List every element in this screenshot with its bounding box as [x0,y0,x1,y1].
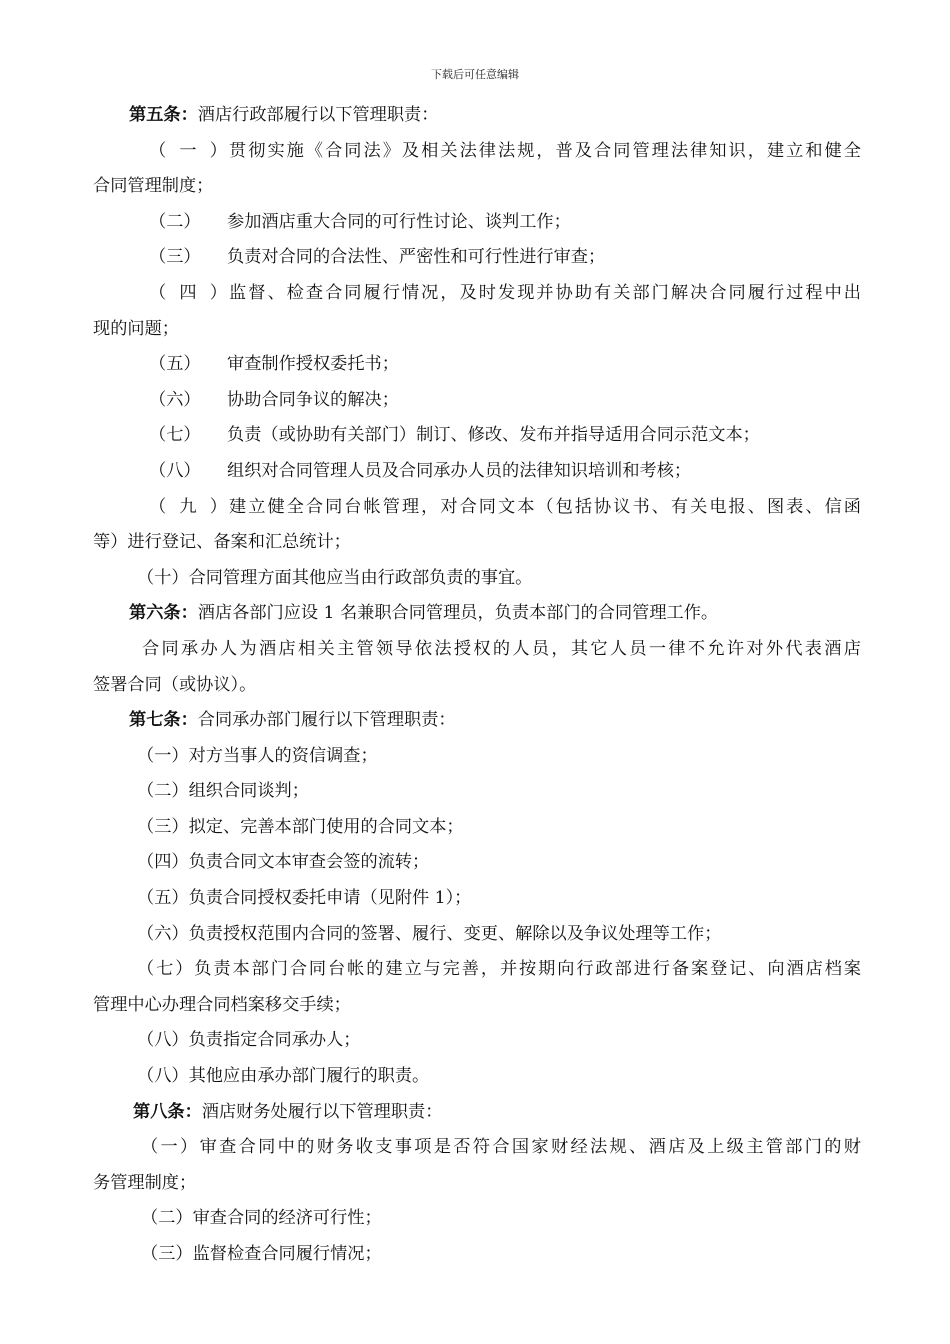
document-body [93,98,861,1273]
page-header: 下载后可任意编辑 [431,68,519,81]
article-7-text: 合同承办部门履行以下管理职责： [197,710,456,731]
article-5-label: 第五条： [129,105,198,125]
art5-item-9-cont: 等）进行登记、备案和汇总统计； [93,532,351,553]
article-6-paragraph: 合同承办人为酒店相关主管领导依法授权的人员，其它人员一律不允许对外代表酒店 [142,638,861,659]
article-8-label: 第八条： [133,1101,202,1122]
article-8-heading [93,1095,861,1131]
article-7-heading [93,703,861,739]
art5-item-8: （八） 组织对合同管理人员及合同承办人员的法律知识培训和考核； [149,460,692,481]
art5-item-1: （一）贯彻实施《合同法》及相关法律法规，普及合同管理法律知识，建立和健全 [149,140,861,161]
art7-item-6: （六）负责授权范围内合同的签署、履行、变更、解除以及争议处理等工作； [137,923,722,944]
art8-item-1: （一）审查合同中的财务收支事项是否符合国家财经法规、酒店及上级主管部门的财 [141,1137,861,1158]
article-8-text: 酒店财务处履行以下管理职责： [201,1101,443,1122]
art5-item-5: （五） 审查制作授权委托书； [149,354,399,375]
article-7-label: 第七条： [129,710,198,731]
art8-item-3: （三）监督检查合同履行情况； [141,1244,382,1264]
art5-item-2: （二） 参加酒店重大合同的可行性讨论、谈判工作； [149,211,571,232]
art8-item-2: （二）审查合同的经济可行性； [141,1208,382,1229]
art7-item-5: （五）负责合同授权委托申请（见附件 1）； [137,888,472,909]
art8-item-1-cont: 务管理制度； [93,1172,197,1193]
art5-item-4-cont: 现的问题； [93,318,179,339]
art5-item-7: （七） 负责（或协助有关部门）制订、修改、发布并指导适用合同示范文本； [149,425,760,446]
art7-item-8b: （八）其他应由承办部门履行的职责。 [137,1066,430,1087]
article-6-label: 第六条： [129,603,198,624]
art5-item-10: （十）合同管理方面其他应当由行政部负责的事宜。 [137,567,533,588]
art7-item-7: （七）负责本部门合同台帐的建立与完善，并按期向行政部进行备案登记、向酒店档案 [137,959,861,980]
article-6-text: 酒店各部门应设 1 名兼职合同管理员，负责本部门的合同管理工作。 [197,603,719,624]
art5-item-6: （六） 协助合同争议的解决； [149,389,399,410]
art7-item-7-cont: 管理中心办理合同档案移交手续； [93,994,351,1015]
art7-item-3: （三）拟定、完善本部门使用的合同文本； [137,816,464,837]
article-6-paragraph-cont: 签署合同（或协议）。 [93,674,257,695]
art5-item-9: （九）建立健全合同台帐管理，对合同文本（包括协议书、有关电报、图表、信函 [149,496,861,517]
art5-item-3: （三） 负责对合同的合法性、严密性和可行性进行审查； [149,247,606,268]
article-5-heading [93,98,861,134]
art7-item-1: （一）对方当事人的资信调查； [137,745,378,766]
article-6-heading [93,596,861,632]
article-5-text: 酒店行政部履行以下管理职责： [197,105,439,125]
art5-item-4: （四）监督、检查合同履行情况，及时发现并协助有关部门解决合同履行过程中出 [149,282,861,303]
art7-item-4: （四）负责合同文本审查会签的流转； [137,852,430,873]
art7-item-8a: （八）负责指定合同承办人； [137,1030,361,1051]
art7-item-2: （二）组织合同谈判； [137,781,309,802]
art5-item-1-cont: 合同管理制度； [93,176,214,197]
